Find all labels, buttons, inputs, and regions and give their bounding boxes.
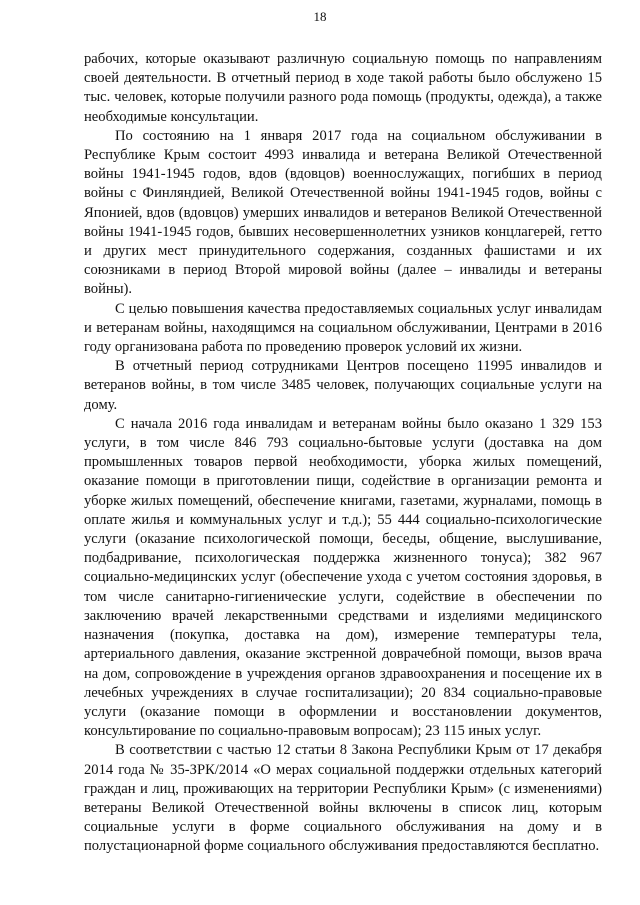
paragraph: По состоянию на 1 января 2017 года на социальном обслуживании в Республике Крым состоит 4993 инвалида и ветерана Великой Отечественной войны 1941-1945 годов, вдов (вдовцов) военнослужащих, погибших в период войны с Финляндией, Великой Отечественной войны 1941-1945 годов, войны с Японией, вдов (вдовцов) умерших инвалидов и ветеранов Великой Отечественной войны 1941-1945 годов, бывших несовершеннолетних узников концлагерей, гетто и других мест принудительного содержания, созданных фашистами и их союзниками в период Второй мировой войны (далее – инвалиды и ветераны войны). <box>84 127 602 298</box>
document-body <box>84 50 602 857</box>
paragraph: С целью повышения качества предоставляемых социальных услуг инвалидам и ветеранам войны, находящимся на социальном обслуживании, Центрами в 2016 году организована работа по проведению проверок условий их жизни. <box>84 300 602 356</box>
paragraph: С начала 2016 года инвалидам и ветеранам войны было оказано 1 329 153 услуги, в том числе 846 793 социально-бытовые услуги (доставка на дом промышленных товаров первой необходимости, уборка жилых помещений, оказание помощи в приготовлении пищи, содействие в организации ремонта и уборке жилых помещений, обеспечение книгами, газетами, журналами, помощь в оплате жилья и коммунальных услуг и т.д.); 55 444 социально-психологические услуги (оказание психологической помощи, беседы, общение, выслушивание, подбадривание, психологическая поддержка жизненного тонуса); 382 967 социально-медицинских услуг (обеспечение ухода с учетом состояния здоровья, в том числе санитарно-гигиенические услуги, содействие в обеспечении по заключению врачей лекарственными средствами и изделиями медицинского назначения (покупка, доставка на дом), измерение температуры тела, артериального давления, оказание экстренной доврачебной помощи, вызов врача на дом, сопровождение в учреждения органов здравоохранения и посещение их в лечебных учреждениях в случае госпитализации); 20 834 социально-правовые услуги (оказание помощи в оформлении и восстановлении документов, консультирование по социально-правовым вопросам); 23 115 иных услуг. <box>84 415 602 740</box>
paragraph: рабочих, которые оказывают различную социальную помощь по направлениям своей деятельности. В отчетный период в ходе такой работы было обслужено 15 тыс. человек, которые получили разного рода помощь (продукты, одежда), а также необходимые консультации. <box>84 51 602 125</box>
paragraph: В отчетный период сотрудниками Центров посещено 11995 инвалидов и ветеранов войны, в том числе 3485 человек, получающих социальные услуги на дому. <box>84 358 602 413</box>
paragraph: В соответствии с частью 12 статьи 8 Закона Республики Крым от 17 декабря 2014 года № 35-ЗРК/2014 «О мерах социальной поддержки отдельных категорий граждан и лиц, проживающих на территории Республики Крым» (с изменениями) ветераны Великой Отечественной войны включены в список лиц, которым социальные услуги в форме социального обслуживания на дому и в полустационарной форме социального обслуживания предоставляются бесплатно. <box>84 742 602 855</box>
page-number: 18 <box>313 9 327 24</box>
